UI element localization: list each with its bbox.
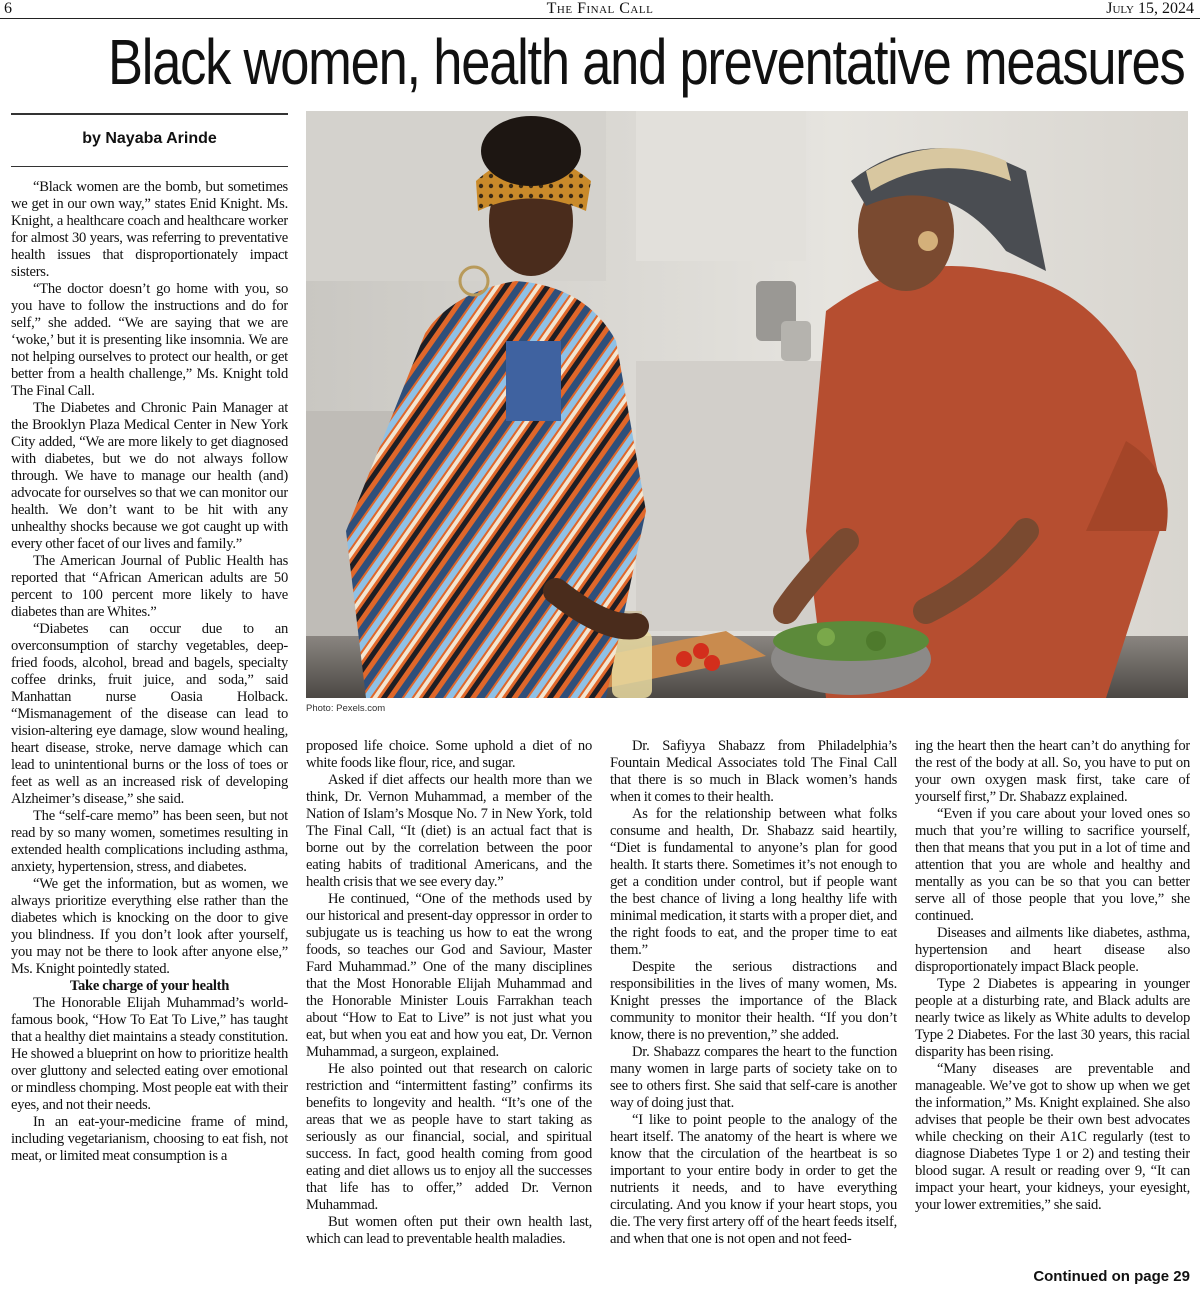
article-column-1 bbox=[11, 179, 288, 1299]
byline: by Nayaba Arinde bbox=[82, 130, 217, 147]
subheading: Take charge of your health bbox=[69, 978, 230, 994]
paragraph: Dr. Safiyya Shabazz from Philadelphia’s Fountain Medical Associates told The Final Call that there is so much in Black women’s hands when it comes to their health. bbox=[610, 738, 897, 805]
byline-bottom-rule bbox=[11, 166, 288, 167]
photo-credit: Photo: Pexels.com bbox=[306, 703, 386, 714]
paragraph: Dr. Shabazz compares the heart to the function many women in large parts of society take on to see to others first. She said that self-care is another way of doing just that. bbox=[610, 1044, 897, 1111]
paragraph: “Even if you care about your loved ones so much that you’re willing to sacrifice yourself, then that means that you put in a lot of time and attention that you are whole and healthy and mentally as you can be so that you can better serve all of those people that you love,” she continued. bbox=[915, 806, 1190, 924]
paragraph: “The doctor doesn’t go home with you, so you have to follow the instructions and do for self,” she added. “We are saying that we are ‘woke,’ but it is presenting like insomnia. We are not helping ourselves to protect our health, or get better from a health challenge,” Ms. Knight told The Final Call. bbox=[11, 281, 288, 399]
paragraph: The “self-care memo” has been seen, but not read by so many women, sometimes resulting in extended health complications including asthma, anxiety, hypertension, stress, and diabetes. bbox=[11, 808, 288, 875]
paragraph: As for the relationship between what folks consume and health, Dr. Shabazz said heartily, “Diet is fundamental to anyone’s plan for good health. It starts there. Sometimes it’s not enough to get a condition under control, but if people want the best chance of living a long healthy life with minimal medication, it starts with a proper diet, and the right foods to eat, and the proper time to eat them.” bbox=[610, 806, 897, 958]
article-column-3 bbox=[610, 738, 897, 1298]
paragraph: He also pointed out that research on caloric restriction and “intermittent fasting” confirms its benefits to longevity and health. “It’s one of the areas that we as people have to start taking as seriously as our financial, social, and spiritual success. In fact, good health coming from good eating and diet allows us to enjoy all the successes that life has to offer,” added Dr. Vernon Muhammad. bbox=[306, 1061, 592, 1213]
paragraph: The Honorable Elijah Muhammad’s world-famous book, “How To Eat To Live,” has taught that a healthy diet maintains a steady constitution. He showed a blueprint on how to prioritize health over gluttony and selected eating over emotional or mindless chomping. Most people eat with their eyes, and not their needs. bbox=[11, 995, 288, 1113]
paragraph: “Diabetes can occur due to an overconsumption of starchy vegetables, deep-fried foods, alcohol, bread and bagels, specialty coffee drinks, fruit juice, and soda,” said Manhattan nurse Oasia Holback. “Mismanagement of the disease can lead to vision-altering eye damage, slow wound healing, heart disease, stroke, nerve damage which can lead to unintentional burns or the loss of toes or feet as well as an increased risk of developing Alzheimer’s disease,” she said. bbox=[11, 621, 288, 807]
article-headline: Black women, health and preventative measures bbox=[108, 26, 1185, 98]
continued-on-link[interactable]: Continued on page 29 bbox=[1033, 1268, 1190, 1285]
paragraph: ing the heart then the heart can’t do anything for the rest of the body at all. So, you have to put on your own oxygen mask first, take care of yourself first,” Dr. Shabazz explained. bbox=[915, 738, 1190, 805]
paragraph: “We get the information, but as women, we always prioritize everything else rather than the diabetes which is knocking on the door to give you blindness. If you don’t look after yourself, you may not be there to look after anyone else,” Ms. Knight pointedly stated. bbox=[11, 876, 288, 977]
paragraph: Type 2 Diabetes is appearing in younger people at a disturbing rate, and Black adults are nearly twice as likely as White adults to develop Type 2 Diabetes. For the last 30 years, this racial disparity has been rising. bbox=[915, 976, 1190, 1060]
page-header bbox=[0, 0, 1200, 19]
paragraph: Diseases and ailments like diabetes, asthma, hypertension and heart disease also disproportionately impact Black people. bbox=[915, 925, 1190, 975]
byline-top-rule bbox=[11, 113, 288, 115]
paragraph: Asked if diet affects our health more than we think, Dr. Vernon Muhammad, a member of the Nation of Islam’s Mosque No. 7 in New York, told The Final Call, “It (diet) is an actual fact that is borne out by the correlation between the poor eating habits of traditional Americans, and the health crisis that we see every day.” bbox=[306, 772, 592, 890]
paragraph: In an eat-your-medicine frame of mind, including vegetarianism, choosing to eat fish, not meat, or limited meat consumption is a bbox=[11, 1114, 288, 1164]
article-column-2 bbox=[306, 738, 592, 1298]
paragraph: proposed life choice. Some uphold a diet of no white foods like flour, rice, and sugar. bbox=[306, 738, 592, 771]
paragraph: “Many diseases are preventable and manageable. We’ve got to show up when we get the information,” Ms. Knight explained. She also advises that people be their own best advocates while checking on their A1C regularly (test to diagnose Diabetes Type 1 or 2) and testing their blood sugar. A result or reading over 9, “It can impact your heart, your kidneys, your eyesight, your lower extremities,” she said. bbox=[915, 1061, 1190, 1213]
issue-date: July 15, 2024 bbox=[1106, 0, 1194, 17]
paragraph: The American Journal of Public Health has reported that “African American adults are 50 percent to 100 percent more likely to have diabetes than are Whites.” bbox=[11, 553, 288, 620]
page-number: 6 bbox=[4, 0, 12, 17]
paragraph: Despite the serious distractions and responsibilities in the lives of many women, Ms. Knight presses the importance of the Black community to monitor their health. “If you don’t know, there is no prevention,” she added. bbox=[610, 959, 897, 1043]
paragraph: He continued, “One of the methods used by our historical and present-day oppressor in order to subjugate us is teaching us how to eat the wrong foods, so teaches our God and Saviour, Master Fard Muhammad.” One of the many disciplines that the Most Honorable Elijah Muhammad and the Honorable Minister Louis Farrakhan teach about “How to Eat to Live” is not just what you eat, but when you eat and how you eat, Dr. Vernon Muhammad, a surgeon, explained. bbox=[306, 891, 592, 1060]
paragraph: “Black women are the bomb, but sometimes we get in our own way,” states Enid Knight. Ms. Knight, a healthcare coach and healthcare worker for almost 30 years, was referring to preventative health issues that disproportionately impact sisters. bbox=[11, 179, 288, 280]
paragraph: “I like to point people to the analogy of the heart itself. The anatomy of the heart is where we know that the circulation of the heartbeat is so important to your entire body in order to get the nutrients it needs, and to have everything circulating. And you know if your heart stops, you die. The very first artery off of the heart feeds itself, and when that one is not open and not feed- bbox=[610, 1112, 897, 1247]
article-column-4 bbox=[915, 738, 1190, 1258]
paragraph: But women often put their own health last, which can lead to preventable health maladies. bbox=[306, 1214, 592, 1247]
paragraph: The Diabetes and Chronic Pain Manager at the Brooklyn Plaza Medical Center in New York City added, “We are more likely to get diagnosed with diabetes, but we do not always follow through. We have to manage our health (and) advocate for ourselves so that we can monitor our health. We don’t want to be hit with any unhealthy shocks because we got caught up with every other facet of our lives and family.” bbox=[11, 400, 288, 552]
publication-name: The Final Call bbox=[546, 0, 654, 17]
article-photo bbox=[306, 111, 1188, 698]
